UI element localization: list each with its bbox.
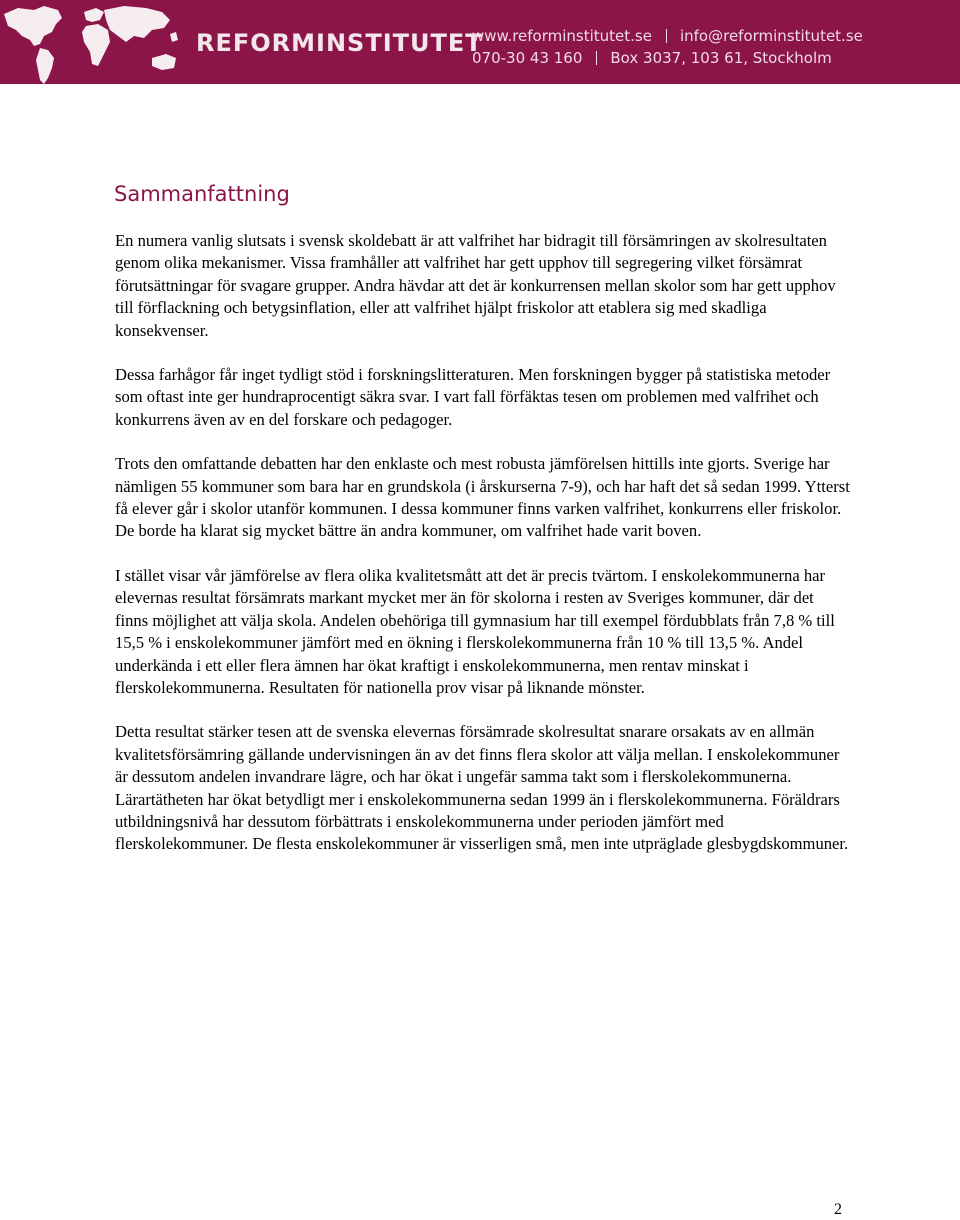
world-map-logo — [0, 0, 200, 84]
paragraph: Dessa farhågor får inget tydligt stöd i forskningslitteraturen. Men forskningen bygger på statistiska metoder som oftast inte ger hundraprocentigt säkra svar. I vart fall förfäktas tesen om problemen med valfrihet och konkurrens även av en del forskare och pedagoger. — [115, 365, 831, 429]
email-link[interactable]: info@reforminstitutet.se — [679, 27, 863, 45]
section-title: Sammanfattning — [114, 182, 290, 206]
contact-line-postal — [472, 48, 832, 68]
document-body — [115, 230, 850, 878]
header-banner — [0, 0, 960, 84]
website-link[interactable]: www.reforminstitutet.se — [472, 27, 652, 45]
brand-name: REFORMINSTITUTET — [196, 29, 483, 57]
contact-line-web — [472, 26, 863, 46]
separator — [666, 29, 667, 43]
paragraph: En numera vanlig slutsats i svensk skoldebatt är att valfrihet har bidragit till försämringen av skolresultaten genom olika mekanismer. Vissa framhåller att valfrihet har gett upphov till segregering vilket försämrat förutsättningar för svagare grupper. Andra hävdar att det är konkurrensen mellan skolor som har gett upphov till förflackning och betygsinflation, eller att valfrihet hjälpt friskolor att etablera sig med skadliga konsekvenser. — [115, 231, 836, 340]
paragraph: Trots den omfattande debatten har den enklaste och mest robusta jämförelsen hittills inte gjorts. Sverige har nämligen 55 kommuner som bara har en grundskola (i årskurserna 7-9), och har haft det så sedan 1999. Ytterst få elever går i skolor utanför kommunen. I dessa kommuner finns varken valfrihet, konkurrens eller friskolor. De borde ha klarat sig mycket bättre än andra kommuner, om valfrihet hade varit boven. — [115, 454, 850, 541]
page-number: 2 — [834, 1201, 842, 1218]
phone-number: 070-30 43 160 — [472, 49, 583, 67]
separator — [596, 51, 597, 65]
postal-address: Box 3037, 103 61, Stockholm — [610, 49, 832, 67]
paragraph: Detta resultat stärker tesen att de svenska elevernas försämrade skolresultat snarare orsakats av en allmän kvalitetsförsämring gällande undervisningen än av det finns flera skolor att välja mellan. I enskolekommuner är dessutom andelen invandrare lägre, och har ökat i ungefär samma takt som i flerskolekommunerna. Lärartätheten har ökat betydligt mer i enskolekommunerna sedan 1999 än i flerskolekommunerna. Föräldrars utbildningsnivå har dessutom förbättrats i enskolekommunerna under perioden jämfört med flerskolekommuner. De flesta enskolekommuner är visserligen små, men inte utpräglade glesbygdskommuner. — [115, 722, 849, 854]
paragraph: I stället visar vår jämförelse av flera olika kvalitetsmått att det är precis tvärtom. I enskolekommunerna har elevernas resultat försämrats markant mycket mer än för skolorna i resten av Sveriges kommuner, där det finns möjlighet att välja skola. Andelen obehöriga till gymnasium har till exempel fördubblats från 7,8 % till 15,5 % i enskolekommuner jämfört med en ökning i flerskolekommunerna från 10 % till 13,5 %. Andel underkända i ett eller flera ämnen har ökat kraftigt i enskolekommunerna, men rentav minskat i flerskolekommunerna. Resultaten för nationella prov visar på liknande mönster. — [115, 565, 835, 697]
